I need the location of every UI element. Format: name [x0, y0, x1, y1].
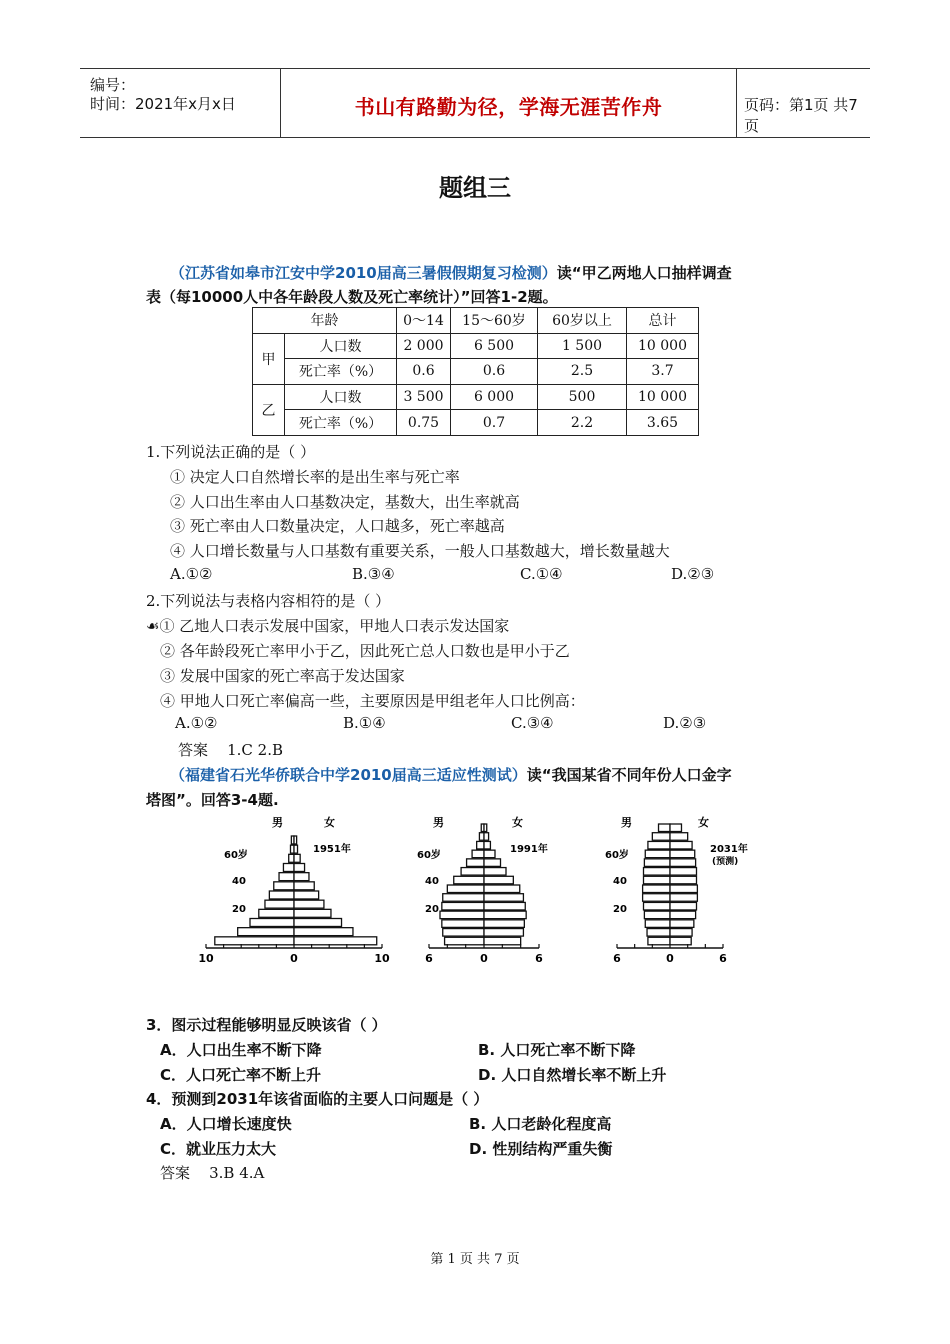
pyramid-x-tick-label: 10 [374, 952, 390, 965]
pyramid-female-bar [294, 937, 377, 945]
table-row [253, 410, 699, 436]
pyramid-male-bar [648, 841, 670, 849]
header-motto-cell [280, 69, 737, 137]
page-title: 题组三 [439, 174, 511, 202]
table-cell: 2 000 [397, 333, 451, 359]
q4-option: D. 性别结构严重失衡 [469, 1140, 613, 1158]
population-pyramid-figure [0, 810, 950, 970]
q3-stem: 3．图示过程能够明显反映该省（ ） [146, 1016, 387, 1034]
pyramid-x-tick-label: 0 [290, 952, 298, 965]
table-row-label: 人口数 [285, 384, 397, 410]
pyramid-male-bar [265, 900, 294, 908]
pyramid-female-bar [670, 868, 697, 876]
table-cell: 1 500 [538, 333, 627, 359]
q4-option: B. 人口老龄化程度高 [469, 1115, 612, 1133]
population-table [252, 307, 699, 436]
pyramid-female-bar [294, 854, 300, 862]
pyramid-male-bar [442, 920, 484, 928]
pyramid-female-bar [484, 824, 487, 832]
pyramid-female-bar [484, 911, 526, 919]
table-header-cell: 15～60岁 [451, 308, 538, 334]
pyramid-male-bar [659, 824, 670, 832]
pyramid-year-note: (预测) [712, 857, 739, 867]
pyramid-age-label: 20 [613, 904, 627, 915]
table-cell: 3.7 [627, 359, 699, 385]
pyramid-male-bar [472, 850, 484, 858]
pyramid-male-bar [645, 920, 670, 928]
pyramid-male-bar [289, 854, 294, 862]
pyramid-age-label: 60岁 [417, 850, 441, 861]
pyramid-female-bar [294, 845, 298, 853]
pyramid-female-bar [670, 894, 697, 902]
motto: 书山有路勤为径，学海无涯苦作舟 [354, 95, 663, 119]
section2-source: （福建省石光华侨联合中学2010届高三适应性测试） [170, 766, 527, 784]
q2-option: C.③④ [511, 714, 554, 732]
answer-line-2 [160, 1162, 264, 1183]
table-group-label: 乙 [253, 384, 285, 435]
pyramid-male-bar [461, 868, 484, 876]
q3-option: B. 人口死亡率不断下降 [478, 1041, 636, 1059]
pyramid-female-bar [294, 864, 305, 872]
q1-option: D.②③ [671, 565, 715, 583]
table-cell: 0.7 [451, 410, 538, 436]
pyramid-age-label: 40 [232, 876, 246, 887]
table-row-label: 死亡率（%） [285, 410, 397, 436]
table-cell: 500 [538, 384, 627, 410]
doc-time-label: 时间：2021年x月x日 [90, 95, 236, 113]
q1-stem: 1.下列说法正确的是（ ） [146, 443, 316, 461]
pyramid-female-bar [294, 900, 324, 908]
section1-source: （江苏省如皋市江安中学2010届高三暑假假期复习检测） [170, 264, 557, 282]
pyramid-female-bar [484, 937, 521, 945]
pyramid-sex-label: 女 [512, 816, 523, 829]
q4-option: C．就业压力太大 [160, 1140, 277, 1158]
pyramid-female-bar [294, 882, 314, 890]
pyramid-year-label: 1991年 [510, 844, 548, 855]
pyramid-male-bar [479, 833, 484, 841]
table-cell: 6 500 [451, 333, 538, 359]
table-header-cell: 60岁以上 [538, 308, 627, 334]
pyramid-male-bar [477, 841, 484, 849]
pyramid-male-bar [259, 909, 294, 917]
table-row [253, 359, 699, 385]
table-cell: 0.6 [397, 359, 451, 385]
pyramid-female-bar [294, 836, 297, 844]
header-meta [80, 69, 280, 137]
pyramid-sex-label: 男 [433, 816, 444, 829]
q2-mark-icon: ☙ [146, 617, 160, 635]
pyramid-sex-label: 男 [272, 816, 283, 829]
table-cell: 2.5 [538, 359, 627, 385]
pyramid-male-bar [643, 894, 670, 902]
pyramid-year-label: 2031年 [710, 844, 748, 855]
pyramid-male-bar [215, 937, 294, 945]
answer-values: 1.C 2.B [227, 741, 283, 759]
q2-stem-text: 2.下列说法与表格内容相符的是（ ） [146, 592, 391, 610]
q1-item: ② 人口出生率由人口基数决定，基数大，出生率就高 [170, 493, 520, 511]
pyramid-female-bar [484, 859, 501, 867]
pyramid-female-bar [670, 833, 688, 841]
pyramid-female-bar [484, 894, 523, 902]
pyramid-male-bar [454, 876, 484, 884]
pyramid-male-bar [644, 868, 671, 876]
q2-item: ① 乙地人口表示发展中国家，甲地人口表示发达国家 [159, 617, 510, 635]
q2-item: ③ 发展中国家的死亡率高于发达国家 [160, 667, 405, 685]
pyramid-male-bar [447, 885, 484, 893]
q4-option: A．人口增长速度快 [160, 1115, 292, 1133]
pyramid-x-tick-label: 6 [719, 952, 727, 965]
pyramid-male-bar [467, 859, 484, 867]
table-group-label: 甲 [253, 333, 285, 384]
pyramid-female-bar [670, 859, 696, 867]
pyramid-male-bar [238, 928, 294, 936]
answer-values: 3.B 4.A [209, 1164, 265, 1182]
pyramid-female-bar [670, 841, 692, 849]
pyramid-female-bar [484, 833, 489, 841]
page-footer: 第 1 页 共 7 页 [430, 1252, 520, 1267]
pyramid-female-bar [484, 920, 524, 928]
pyramid-female-bar [670, 876, 697, 884]
section1-intro-b: 表（每10000人中各年龄段人数及死亡率统计）”回答1-2题。 [146, 288, 558, 306]
pyramid-year-label: 1951年 [313, 844, 351, 855]
pyramid-female-bar [484, 885, 520, 893]
header-page-cell [735, 69, 870, 137]
pyramid-male-bar [648, 937, 670, 945]
table-cell: 6 000 [451, 384, 538, 410]
section1-intro-line1 [170, 262, 732, 283]
pyramid-female-bar [484, 902, 525, 910]
pyramid-male-bar [645, 850, 670, 858]
pyramid-female-bar [294, 891, 319, 899]
q1-option: A.①② [170, 565, 213, 583]
pyramid-male-bar [644, 859, 670, 867]
table-header-cell: 总计 [627, 308, 699, 334]
pyramid-female-bar [484, 841, 490, 849]
pyramid-age-label: 20 [425, 904, 439, 915]
pyramid-sex-label: 男 [621, 816, 632, 829]
section2-intro-b: 塔图”。回答3-4题. [146, 791, 279, 809]
pyramid-x-tick-label: 6 [613, 952, 621, 965]
q3-option: C．人口死亡率不断上升 [160, 1066, 322, 1084]
pyramid-age-label: 40 [425, 876, 439, 887]
pyramid-male-bar [442, 902, 484, 910]
section2-intro-a: 读“我国某省不同年份人口金字 [526, 766, 732, 784]
q2-item-row [146, 615, 509, 636]
table-cell: 10 000 [627, 333, 699, 359]
pyramid-female-bar [484, 850, 495, 858]
pyramid-x-tick-label: 0 [480, 952, 488, 965]
section1-intro-a: 读“甲乙两地人口抽样调查 [556, 264, 732, 282]
pyramid-x-tick-label: 10 [198, 952, 214, 965]
table-cell: 3 500 [397, 384, 451, 410]
pyramid-female-bar [670, 850, 695, 858]
q2-item: ② 各年龄段死亡率甲小于乙，因此死亡总人口数也是甲小于乙 [160, 642, 570, 660]
pyramid-male-bar [283, 864, 294, 872]
pyramid-sex-label: 女 [698, 816, 709, 829]
page-header [80, 68, 870, 138]
q3-option: D. 人口自然增长率不断上升 [478, 1066, 667, 1084]
answer-label: 答案 [178, 741, 209, 759]
pyramid-female-bar [670, 937, 691, 945]
table-header-row [253, 308, 699, 334]
pyramid-female-bar [670, 929, 692, 937]
q2-item: ④ 甲地人口死亡率偏高一些，主要原因是甲组老年人口比例高： [160, 692, 585, 710]
pyramid-male-bar [443, 894, 484, 902]
pyramid-female-bar [670, 920, 694, 928]
pyramid-male-bar [644, 876, 671, 884]
pyramid-female-bar [294, 909, 331, 917]
pyramid-female-bar [670, 824, 681, 832]
pyramid-male-bar [652, 833, 670, 841]
q1-item: ① 决定人口自然增长率的是出生率与死亡率 [170, 468, 460, 486]
q1-item: ④ 人口增长数量与人口基数有重要关系，一般人口基数越大，增长数量越大 [170, 542, 670, 560]
pyramid-sex-label: 女 [324, 816, 335, 829]
pyramid-female-bar [484, 868, 506, 876]
pyramid-x-tick-label: 0 [666, 952, 674, 965]
pyramid-male-bar [250, 919, 294, 927]
pyramid-age-label: 20 [232, 904, 246, 915]
pyramid-male-bar [647, 929, 670, 937]
pyramid-age-label: 40 [613, 876, 627, 887]
pyramid-x-tick-label: 6 [535, 952, 543, 965]
q1-option: C.①④ [520, 565, 563, 583]
table-cell: 2.2 [538, 410, 627, 436]
pyramid-male-bar [269, 891, 294, 899]
answer-label: 答案 [160, 1164, 191, 1182]
pyramid-male-bar [279, 873, 294, 881]
pyramid-male-bar [644, 911, 670, 919]
pyramid-male-bar [440, 911, 484, 919]
table-header-cell: 0～14 [397, 308, 451, 334]
page-indicator: 页码：第1页 共7页 [744, 96, 858, 135]
table-row-label: 死亡率（%） [285, 359, 397, 385]
table-cell: 0.6 [451, 359, 538, 385]
q1-option: B.③④ [352, 565, 395, 583]
q1-item: ③ 死亡率由人口数量决定，人口越多，死亡率越高 [170, 517, 505, 535]
pyramid-male-bar [445, 937, 484, 945]
pyramid-female-bar [484, 876, 513, 884]
pyramid-female-bar [484, 929, 523, 937]
table-cell: 0.75 [397, 410, 451, 436]
pyramid-female-bar [294, 928, 353, 936]
table-row-label: 人口数 [285, 333, 397, 359]
pyramid-male-bar [644, 902, 671, 910]
pyramid-female-bar [294, 919, 342, 927]
pyramid-male-bar [643, 885, 670, 893]
doc-number-label: 编号： [90, 76, 136, 94]
pyramid-x-tick-label: 6 [425, 952, 433, 965]
section2-intro-line1 [170, 764, 732, 785]
pyramid-female-bar [670, 902, 697, 910]
pyramid-female-bar [670, 911, 696, 919]
pyramid-age-label: 60岁 [224, 850, 248, 861]
pyramid-male-bar [443, 929, 484, 937]
pyramid-female-bar [294, 873, 309, 881]
q4-stem: 4．预测到2031年该省面临的主要人口问题是（ ） [146, 1090, 489, 1108]
q2-option: D.②③ [663, 714, 707, 732]
table-row [253, 384, 699, 410]
table-header-cell: 年龄 [253, 308, 397, 334]
pyramid-age-label: 60岁 [605, 850, 629, 861]
q2-option: A.①② [175, 714, 218, 732]
table-cell: 10 000 [627, 384, 699, 410]
pyramid-male-bar [274, 882, 294, 890]
q2-option: B.①④ [343, 714, 386, 732]
table-row [253, 333, 699, 359]
pyramid-female-bar [670, 885, 697, 893]
table-cell: 3.65 [627, 410, 699, 436]
answer-line-1 [178, 739, 283, 760]
q3-option: A．人口出生率不断下降 [160, 1041, 322, 1059]
